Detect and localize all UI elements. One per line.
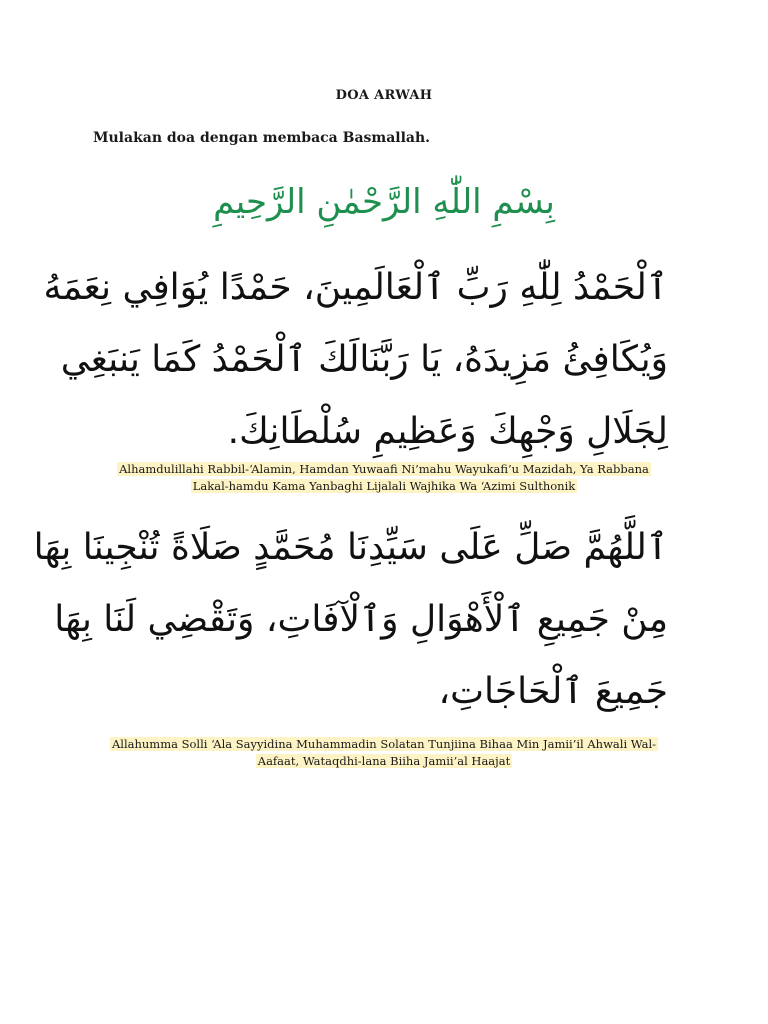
prayer2-arabic-line: ٱللَّهُمَّ صَلِّ عَلَى سَيِّدِنَا مُحَمَّدٍ صَلَاةً تُنْجِينَا بِهَا <box>33 527 668 568</box>
prayer1-arabic-line: ٱلْحَمْدُ لِلّٰهِ رَبِّ ٱلْعَالَمِينَ، حَمْدًا يُوَافِي نِعَمَهُ <box>43 267 668 308</box>
prayer2-transliteration <box>90 736 678 770</box>
prayer1-arabic-line: وَيُكَافِئُ مَزِيدَهُ، يَا رَبَّنَالَكَ ٱلْحَمْدُ كَمَا يَنبَغِي <box>60 339 668 380</box>
prayer1-transliteration <box>90 461 678 495</box>
basmala-calligraphy: بِسْمِ اللّٰهِ الرَّحْمٰنِ الرَّحِيمِ <box>213 182 555 222</box>
intro-text: Mulakan doa dengan membaca Basmallah. <box>93 130 431 146</box>
prayer1-translit-line: Lakal-hamdu Kama Yanbaghi Lijalali Wajhika Wa ‘Azimi Sulthonik <box>192 479 576 493</box>
prayer1-arabic-line: لِجَلَالِ وَجْهِكَ وَعَظِيمِ سُلْطَانِكَ. <box>227 411 668 452</box>
prayer2-translit-line: Aafaat, Wataqdhi-lana Biiha Jamii’al Haajat <box>257 754 511 768</box>
prayer2-arabic <box>33 512 668 728</box>
prayer2-translit-line: Allahumma Solli ‘Ala Sayyidina Muhammadin Solatan Tunjiina Bihaa Min Jamii’il Ahwali Wal- <box>111 737 657 751</box>
prayer2-arabic-line: جَمِيعَ ٱلْحَاجَاتِ، <box>438 671 668 712</box>
prayer2-arabic-line: مِنْ جَمِيعِ ٱلْأَهْوَالِ وَٱلْآفَاتِ، وَتَقْضِي لَنَا بِهَا <box>54 599 668 640</box>
prayer1-translit-line: Alhamdulillahi Rabbil-‘Alamin, Hamdan Yuwaafi Ni’mahu Wayukafi’u Mazidah, Ya Rabbana <box>119 462 649 476</box>
prayer1-arabic <box>43 252 668 468</box>
document-title: DOA ARWAH <box>335 88 433 103</box>
